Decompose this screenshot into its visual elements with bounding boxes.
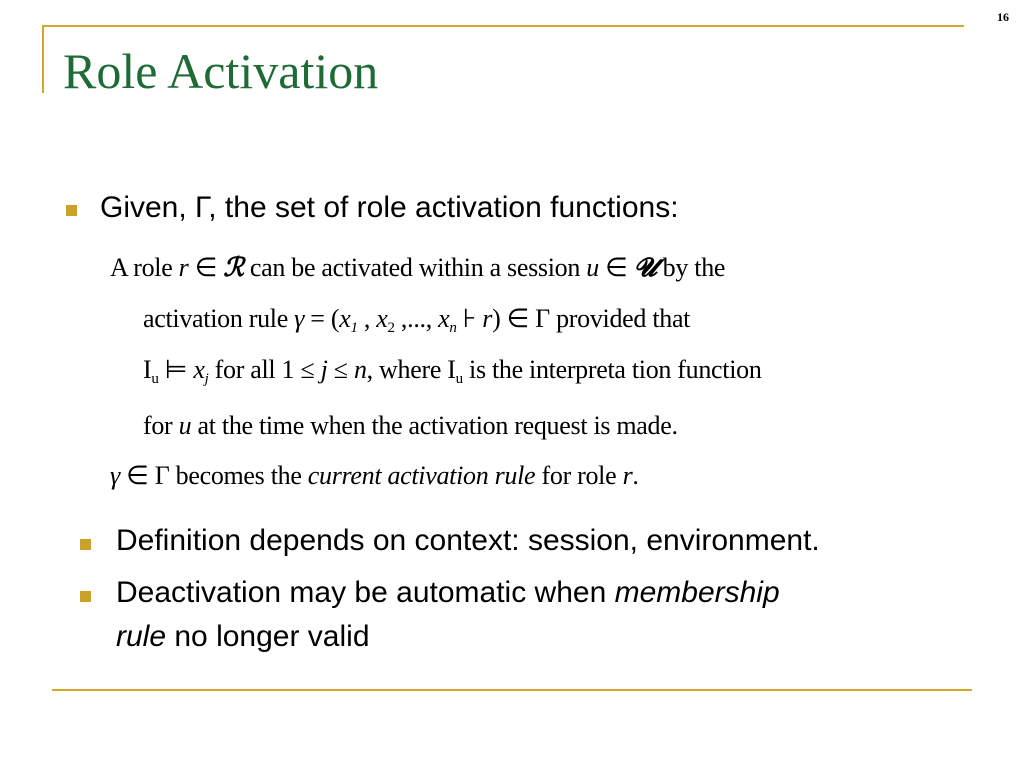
definition-line-1: A role r ∈ ℛ can be activated within a session u ∈ 𝓤 by the [110, 253, 726, 282]
bullet-deactivation: Deactivation may be automatic when membership [116, 576, 780, 609]
bullet-deactivation-continued: rule no longer valid [116, 620, 370, 653]
definition-line-4: for u at the time when the activation request is made. [143, 411, 678, 440]
slide-number: 16 [997, 10, 1009, 24]
definition-line-3: $I_u$ ⊨ $x_j$ for all 1 ≤ j ≤ n, where $I_u$ is the interpreta tion function [143, 355, 762, 387]
bullet-definition-context: Definition depends on context: session, environment. [116, 524, 820, 557]
title-frame-top-rule [42, 25, 964, 27]
footer-rule [52, 689, 972, 691]
bullet-marker [66, 205, 77, 216]
slide-title: Role Activation [63, 43, 379, 99]
bullet-given-gamma: Given, Γ, the set of role activation functions: [100, 191, 679, 224]
title-frame-left-rule [42, 25, 44, 93]
definition-line-2: activation rule $\gamma = (x_1$ , $x_2$ ,..., $x_n$ ⊦ r) ∈ Γ provided that [143, 304, 691, 336]
bullet-marker [80, 539, 91, 550]
definition-line-5: γ ∈ Γ becomes the current activation rule for role r. [110, 461, 639, 490]
bullet-marker [80, 591, 91, 602]
